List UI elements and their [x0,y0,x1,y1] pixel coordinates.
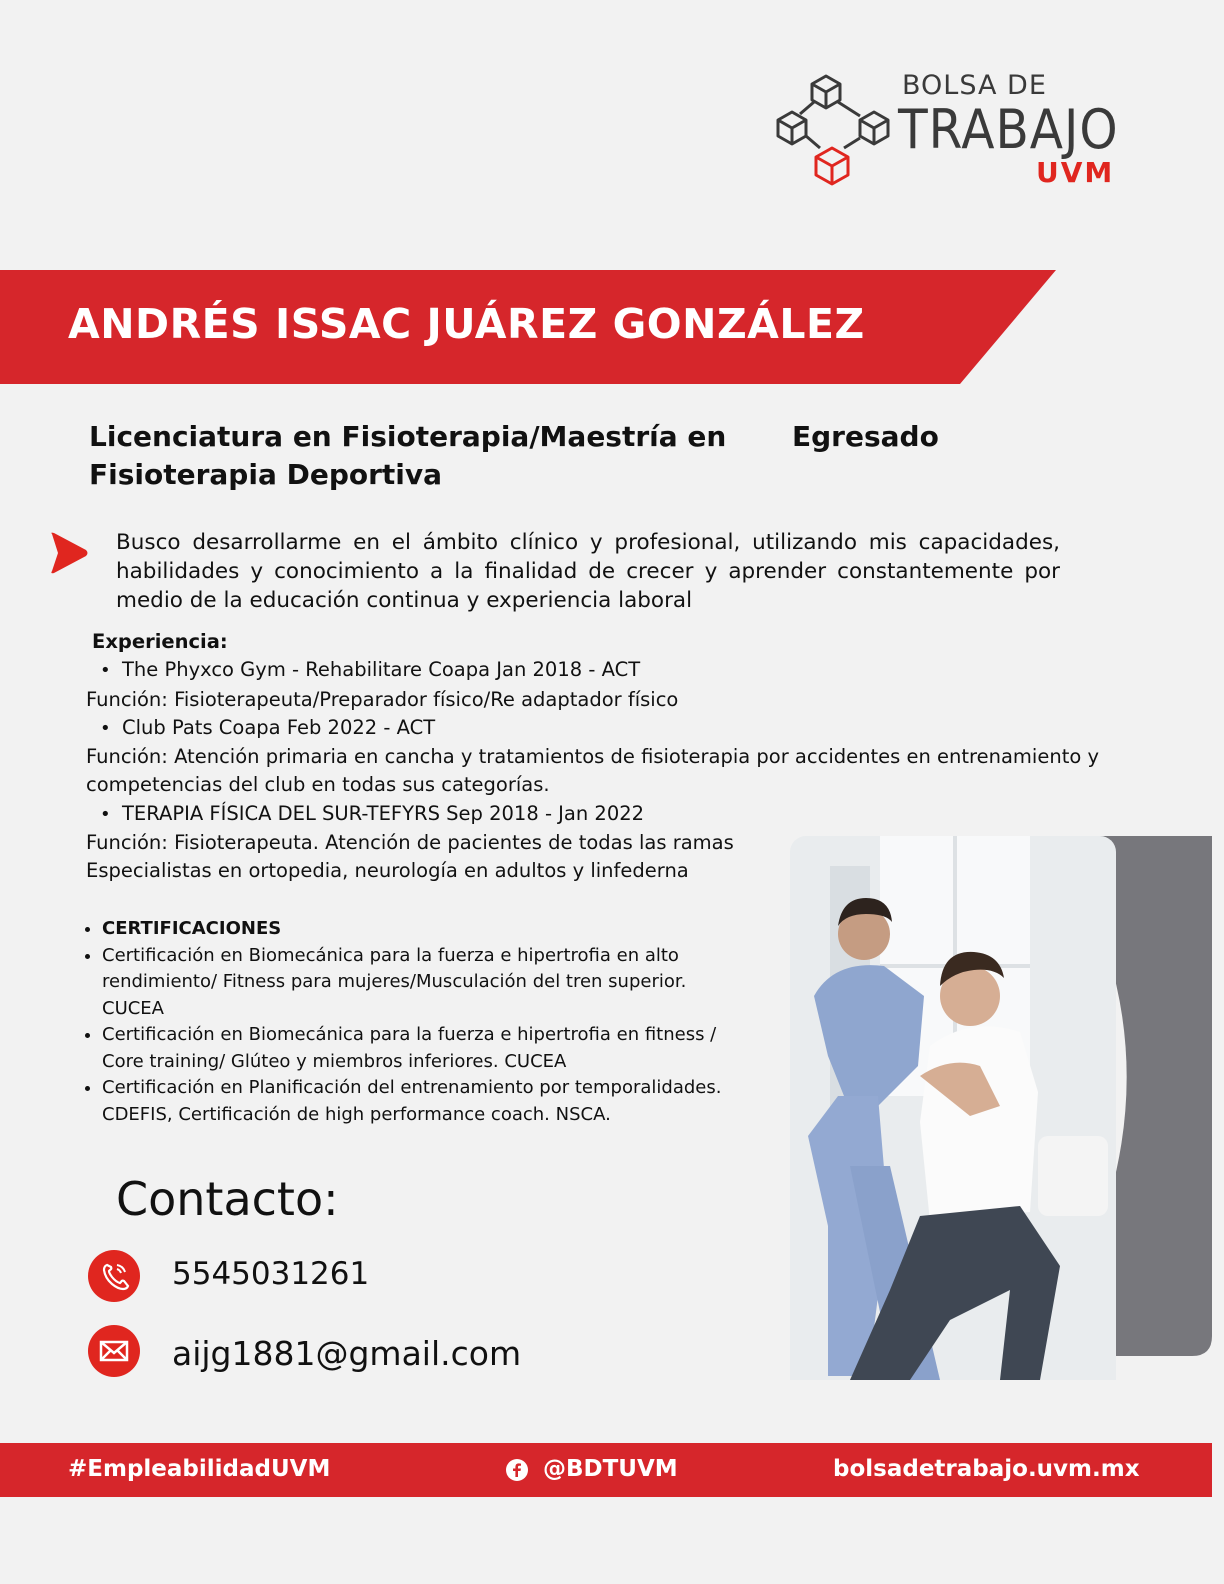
career-objective: Busco desarrollarme en el ámbito clínico y profesional, utilizando mis capacidades, habilidades y conocimiento a la finalidad de crecer y aprender constantemente por medio de la educación continua y experiencia laboral [116,530,1060,613]
phone-number[interactable]: 5545031261 [172,1256,370,1292]
experience-item-title: • Club Pats Coapa Feb 2022 - ACT [86,714,1196,743]
certification-item: • Certificación en Biomecánica para la fuerza e hipertrofia en fitness / Core training/ Glúteo y miembros inferiores. CUCEA [102,1022,722,1075]
experience-item-extra: Especialistas en ortopedia, neurología en adultos y linfederna [86,859,689,883]
footer-facebook-handle[interactable]: @BDTUVM [543,1456,678,1482]
experience-item-function: Función: Fisioterapeuta/Preparador físico/Re adaptador físico [86,687,679,711]
play-arrow-icon [48,530,90,576]
certification-item: • Certificación en Planificación del entrenamiento por temporalidades. CDEFIS, Certificación de high performance coach. NSCA. [102,1075,722,1128]
experience-item-function: Función: Fisioterapeuta. Atención de pacientes de todas las ramas [86,831,734,855]
experience-item-title: • TERAPIA FÍSICA DEL SUR-TEFYRS Sep 2018 - Jan 2022 [86,800,1196,829]
contact-heading: Contacto: [116,1172,339,1226]
experience-heading: Experiencia: [92,630,228,653]
logo-text-bolsa: BOLSA DE [902,70,1047,101]
logo-text-uvm: UVM [1036,156,1115,189]
degree-title: Licenciatura en Fisioterapia/Maestría en Fisioterapia Deportiva [89,420,727,491]
phone-icon [88,1250,140,1302]
footer-website-link[interactable]: bolsadetrabajo.uvm.mx [833,1456,1140,1482]
envelope-icon [88,1325,140,1377]
certifications-section [82,916,722,1128]
footer-hashtag: #EmpleabilidadUVM [68,1456,331,1482]
experience-item-function: Función: Atención primaria en cancha y tratamientos de fisioterapia por accidentes en entrenamiento y competencias del club en todas sus categorías. [86,745,1100,797]
experience-item-title: • The Phyxco Gym - Rehabilitare Coapa Jan 2018 - ACT [86,656,1196,685]
certification-item: • Certificación en Biomecánica para la fuerza e hipertrofia en alto rendimiento/ Fitness para mujeres/Musculación del tren superior. CUCEA [102,943,722,1023]
graduation-status: Egresado [792,420,939,453]
facebook-icon [506,1459,528,1481]
physiotherapy-photo [790,836,1116,1380]
certifications-heading: • CERTIFICACIONES [102,916,722,943]
email-address[interactable]: aijg1881@gmail.com [172,1334,522,1373]
candidate-name: ANDRÉS ISSAC JUÁREZ GONZÁLEZ [68,300,865,348]
logo-text-trabajo: TRABAJO [898,98,1119,161]
